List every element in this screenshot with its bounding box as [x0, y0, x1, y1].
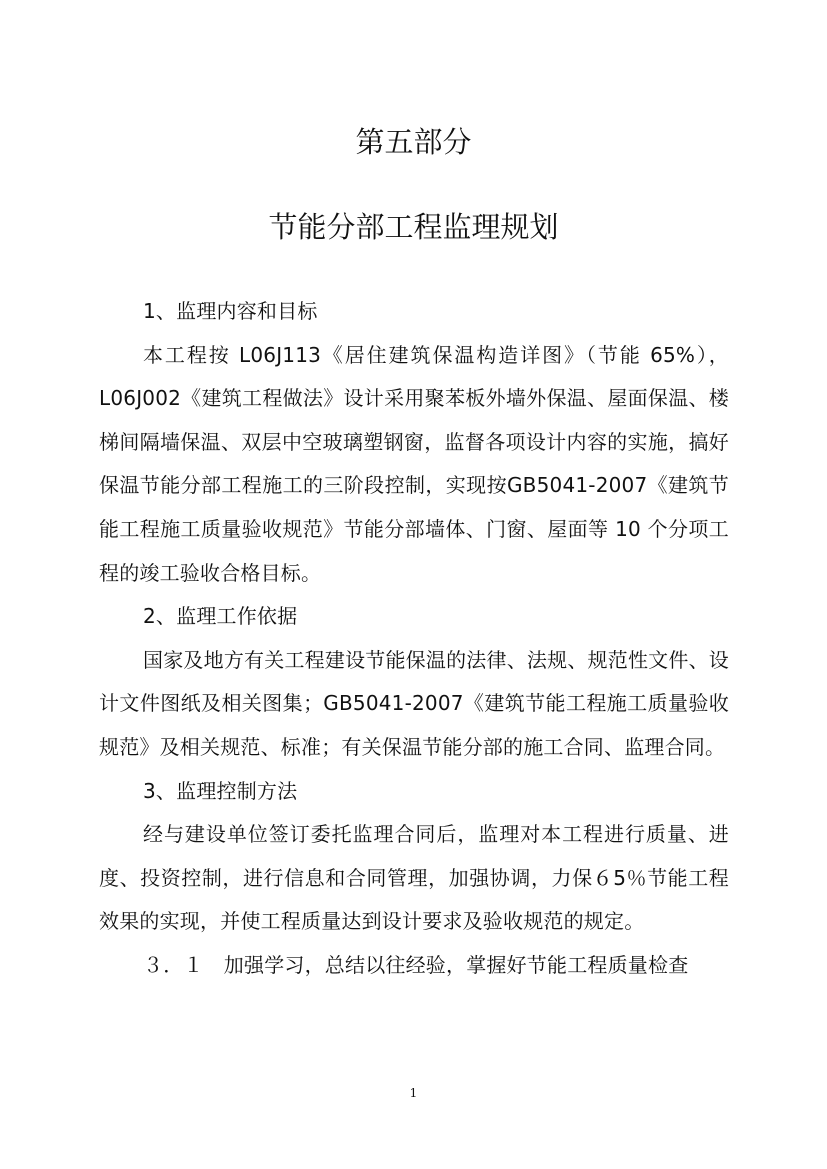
- section-heading: 2、监理工作依据: [143, 604, 298, 629]
- main-title: 节能分部工程监理规划: [268, 210, 559, 244]
- document-body: [99, 290, 729, 988]
- subsection-line: ３．１ 加强学习，总结以往经验，掌握好节能工程质量检查: [143, 952, 689, 977]
- section-paragraph: 国家及地方有关工程建设节能保温的法律、法规、规范性文件、设计文件图纸及相关图集；GB5041-2007《建筑节能工程施工质量验收规范》及相关规范、标准；有关保温节能分部的施工合同、监理合同。: [99, 647, 729, 759]
- section-heading: 3、监理控制方法: [143, 778, 298, 803]
- page-number: 1: [409, 1086, 418, 1100]
- section-paragraph: 经与建设单位签订委托监理合同后，监理对本工程进行质量、进度、投资控制，进行信息和合同管理，加强协调，力保６5％节能工程效果的实现，并使工程质量达到设计要求及验收规范的规定。: [99, 822, 729, 934]
- part-title: 第五部分: [355, 125, 472, 159]
- section-heading: 1、监理内容和目标: [143, 299, 318, 323]
- section-paragraph: 本工程按 L06J113《居住建筑保温构造详图》（节能 65%），L06J002《建筑工程做法》设计采用聚苯板外墙外保温、屋面保温、楼梯间隔墙保温、双层中空玻璃塑钢窗，监督各项设计内容的实施，搞好保温节能分部工程施工的三阶段控制，实现按GB5041-2007《建筑节能工程施工质量验收规范》节能分部墙体、门窗、屋面等 10 个分项工程的竣工验收合格目标。: [99, 342, 729, 585]
